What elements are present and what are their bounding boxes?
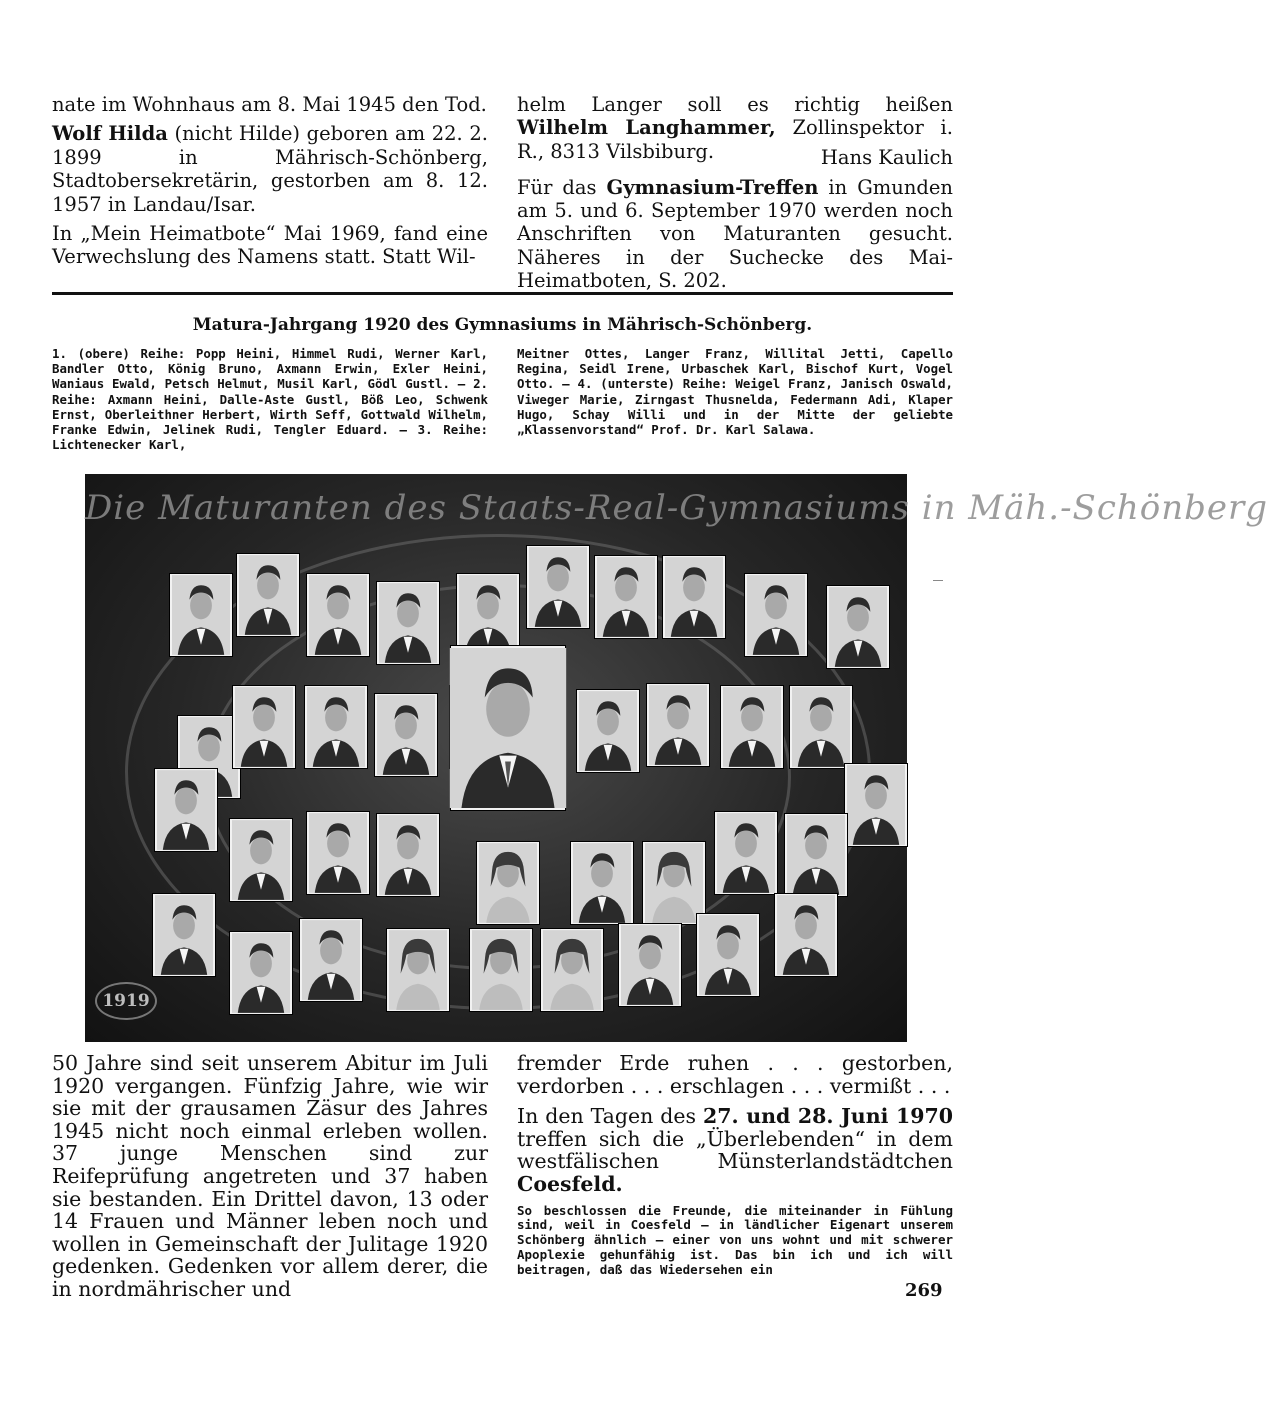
student-portrait — [307, 812, 369, 894]
teacher-portrait — [451, 646, 565, 810]
small-print-paragraph: So beschlossen die Freunde, die miteinander in Fühlung sind, weil in Coesfeld — in ländlicher Eigenart unserem Schönberg ähnlich — einer von uns wohnt und mit schwerer Apoplexie gehunfähig ist. Das bin ich und ich will beitragen, daß das Wiedersehen ein — [517, 1202, 953, 1277]
photo-banner: Die Maturanten des Staats-Real-Gymnasiums in Mäh.-Schönberg — [85, 488, 1268, 528]
place-name: Coesfeld. — [517, 1171, 623, 1196]
student-portrait — [827, 586, 889, 668]
student-portrait — [775, 894, 837, 976]
student-portrait — [153, 894, 215, 976]
student-portrait — [377, 582, 439, 664]
paragraph: Für das Gymnasium-Treffen in Gmunden am 5. und 6. September 1970 werden noch Anschriften von Maturanten gesucht. Näheres in der Suchecke des Mai-Heimatboten, S. 202. — [517, 175, 953, 293]
student-portrait — [375, 694, 437, 776]
portrait-figure — [717, 814, 775, 892]
student-portrait — [663, 556, 725, 638]
portrait-figure — [232, 821, 290, 899]
student-portrait — [785, 814, 847, 896]
portrait-figure — [459, 576, 517, 654]
student-portrait — [541, 929, 603, 1011]
student-portrait — [845, 764, 907, 846]
portrait-figure — [792, 688, 850, 766]
portrait-figure — [747, 576, 805, 654]
portrait-figure — [777, 896, 835, 974]
portrait-figure — [649, 686, 707, 764]
student-portrait — [571, 842, 633, 924]
student-portrait — [457, 574, 519, 656]
portrait-figure — [573, 844, 631, 922]
paragraph: 50 Jahre sind seit unserem Abitur im Juli 1920 vergangen. Fünfzig Jahre, wie wir sie mit der grausamen Zäsur des Jahres 1945 nicht noch einmal erleben wollen. 37 junge Menschen sind zur Reifeprüfung angetreten und 37 haben sie bestanden. Ein Drittel davon, 13 oder 14 Frauen und Männer leben noch und wollen in Gemeinschaft der Julitage 1920 gedenken. Gedenken vor allem derer, die in nordmährischer und — [52, 1051, 488, 1301]
photo-caption-right: Meitner Ottes, Langer Franz, Willital Jetti, Capello Regina, Seidl Irene, Urbaschek Karl, Bischof Kurt, Vogel Otto. — 4. (unterste) Reihe: Weigel Franz, Janisch Oswald, Viweger Marie, Zirngast Thusnelda, Federmann Adi, Klaper Hugo, Schay Willi und in der Mitte der geliebte „Klassenvorstand“ Prof. Dr. Karl Salawa. — [517, 346, 953, 438]
portrait-figure — [377, 696, 435, 774]
event-date: 27. und 28. Juni 1970 — [703, 1104, 953, 1129]
portrait-figure — [472, 931, 530, 1009]
student-portrait — [790, 686, 852, 768]
student-portrait — [643, 842, 705, 924]
class-photograph — [85, 474, 1268, 1042]
bottom-right-column — [517, 1052, 953, 1286]
portrait-figure — [172, 576, 230, 654]
person-name: Wilhelm Langhammer, — [517, 116, 776, 140]
student-portrait — [307, 574, 369, 656]
portrait-figure — [579, 692, 637, 770]
event-name: Gymnasium-Treffen — [606, 175, 819, 199]
portrait-figure — [155, 896, 213, 974]
portrait-figure — [309, 814, 367, 892]
top-left-column — [52, 93, 488, 275]
portrait-figure — [829, 588, 887, 666]
student-portrait — [697, 914, 759, 996]
student-portrait — [237, 554, 299, 636]
portrait-figure — [787, 816, 845, 894]
student-portrait — [647, 684, 709, 766]
portrait-figure — [847, 766, 905, 844]
portrait-figure — [723, 688, 781, 766]
portrait-figure — [379, 816, 437, 894]
margin-mark — [933, 580, 943, 581]
portrait-figure — [479, 844, 537, 922]
portrait-figure — [302, 921, 360, 999]
portrait-figure — [529, 548, 587, 626]
student-portrait — [377, 814, 439, 896]
student-portrait — [745, 574, 807, 656]
paragraph: In den Tagen des 27. und 28. Juni 1970 treffen sich die „Überlebenden“ in dem westfälischen Münsterlandstädtchen Coesfeld. — [517, 1104, 953, 1196]
portrait-figure — [453, 648, 563, 808]
portrait-figure — [543, 931, 601, 1009]
student-portrait — [230, 819, 292, 901]
portrait-figure — [235, 688, 293, 766]
student-portrait — [577, 690, 639, 772]
portrait-figure — [389, 931, 447, 1009]
student-portrait — [721, 686, 783, 768]
student-portrait — [155, 769, 217, 851]
portrait-figure — [597, 558, 655, 636]
student-portrait — [387, 929, 449, 1011]
portrait-figure — [379, 584, 437, 662]
year-badge: 1919 — [95, 982, 157, 1020]
photo-caption-left: 1. (obere) Reihe: Popp Heini, Himmel Rudi, Werner Karl, Bandler Otto, König Bruno, Axmann Erwin, Exler Heini, Waniaus Ewald, Petsch Helmut, Musil Karl, Gödl Gustl. — 2. Reihe: Axmann Heini, Dalle-Aste Gustl, Böß Leo, Schwenk Ernst, Oberleithner Herbert, Wirth Seff, Gottwald Wilhelm, Franke Edwin, Jelinek Rudi, Tengler Eduard. — 3. Reihe: Lichtenecker Karl, — [52, 346, 488, 453]
portrait-figure — [309, 576, 367, 654]
signature: Hans Kaulich — [820, 146, 953, 170]
student-portrait — [595, 556, 657, 638]
portrait-figure — [239, 556, 297, 634]
student-portrait — [300, 919, 362, 1001]
paragraph: fremder Erde ruhen . . . gestorben, verdorben . . . erschlagen . . . vermißt . . . — [517, 1051, 953, 1098]
portrait-figure — [645, 844, 703, 922]
student-portrait — [619, 924, 681, 1006]
student-portrait — [230, 932, 292, 1014]
paragraph: nate im Wohnhaus am 8. Mai 1945 den Tod. — [52, 93, 487, 116]
student-portrait — [527, 546, 589, 628]
portrait-figure — [157, 771, 215, 849]
paragraph: Wolf Hilda (nicht Hilde) geboren am 22. 2. 1899 in Mährisch-Schönberg, Stadtobersekretärin, gestorben am 8. 12. 1957 in Landau/Isar. — [52, 122, 488, 216]
student-portrait — [233, 686, 295, 768]
paragraph: In „Mein Heimatbote“ Mai 1969, fand eine Verwechslung des Namens statt. Statt Wil- — [52, 222, 488, 269]
student-portrait — [470, 929, 532, 1011]
student-portrait — [715, 812, 777, 894]
page-number: 269 — [905, 1280, 943, 1301]
top-right-column — [517, 93, 953, 299]
student-portrait — [477, 842, 539, 924]
student-portrait — [305, 686, 367, 768]
section-divider — [52, 292, 953, 295]
portrait-figure — [699, 916, 757, 994]
portrait-figure — [621, 926, 679, 1004]
student-portrait — [170, 574, 232, 656]
bottom-left-column — [52, 1052, 488, 1309]
portrait-figure — [665, 558, 723, 636]
paragraph: helm Langer soll es richtig heißen Wilhelm Langhammer, Zollinspektor i. R., 8313 Vilsbiburg. — [517, 93, 953, 163]
photo-caption-title: Matura-Jahrgang 1920 des Gymnasiums in Mährisch-Schönberg. — [192, 315, 813, 335]
portrait-figure — [307, 688, 365, 766]
person-name: Wolf Hilda — [52, 122, 168, 146]
portrait-figure — [232, 934, 290, 1012]
